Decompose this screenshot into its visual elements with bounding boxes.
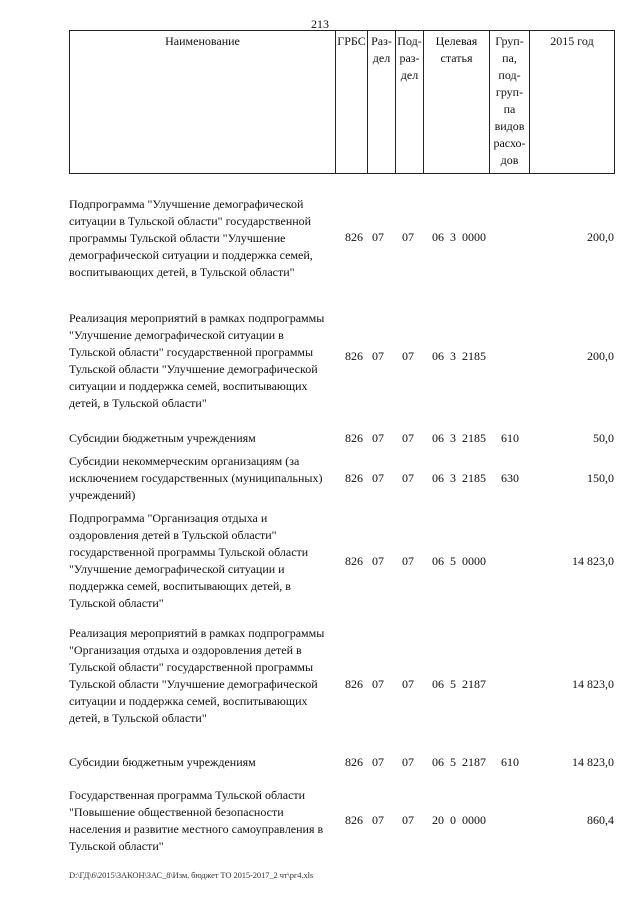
header-year: 2015 год	[529, 31, 614, 173]
row-target: 06 3 2185	[432, 471, 486, 485]
row-razdel: 07	[372, 230, 384, 244]
table-header	[69, 30, 615, 174]
row-amount: 14 823,0	[572, 755, 614, 769]
row-amount: 14 823,0	[572, 554, 614, 568]
row-name: Подпрограмма "Улучшение демографической ситуации в Тульской области" государственной программы Тульской области "Улучшение демографической ситуации и поддержка семей, воспитывающих детей, в Тульской области"	[69, 197, 313, 279]
row-name: Субсидии бюджетным учреждениям	[69, 431, 256, 445]
row-podrazdel: 07	[402, 431, 414, 445]
row-podrazdel: 07	[402, 677, 414, 691]
row-podrazdel: 07	[402, 813, 414, 827]
header-grbs: ГРБС	[335, 31, 367, 173]
row-group: 630	[501, 471, 519, 485]
header-razdel: Раз- дел	[367, 31, 395, 173]
row-podrazdel: 07	[402, 230, 414, 244]
row-target: 20 0 0000	[432, 813, 486, 827]
row-podrazdel: 07	[402, 349, 414, 363]
row-grbs: 826	[345, 230, 363, 244]
row-group: 610	[501, 755, 519, 769]
header-name: Наименование	[165, 34, 240, 48]
header-podrazdel: Под- раз- дел	[395, 31, 423, 173]
row-grbs: 826	[345, 554, 363, 568]
row-target: 06 5 0000	[432, 554, 486, 568]
header-target: Целевая статья	[423, 31, 489, 173]
row-razdel: 07	[372, 349, 384, 363]
file-path-footer: D:\ГД\6\2015\ЗАКОН\ЗАС_8\Изм. бюджет ТО 2015-2017_2 чт\рг4.xls	[69, 870, 314, 880]
row-grbs: 826	[345, 677, 363, 691]
row-target: 06 3 2185	[432, 431, 486, 445]
row-podrazdel: 07	[402, 755, 414, 769]
row-amount: 14 823,0	[572, 677, 614, 691]
row-grbs: 826	[345, 755, 363, 769]
row-podrazdel: 07	[402, 471, 414, 485]
row-razdel: 07	[372, 755, 384, 769]
row-target: 06 3 2185	[432, 349, 486, 363]
row-amount: 200,0	[587, 349, 614, 363]
page-number: 213	[311, 17, 329, 31]
row-razdel: 07	[372, 813, 384, 827]
row-grbs: 826	[345, 813, 363, 827]
row-amount: 860,4	[587, 813, 614, 827]
row-group: 610	[501, 431, 519, 445]
row-target: 06 5 2187	[432, 755, 486, 769]
row-target: 06 3 0000	[432, 230, 486, 244]
row-razdel: 07	[372, 431, 384, 445]
row-razdel: 07	[372, 554, 384, 568]
row-grbs: 826	[345, 431, 363, 445]
row-name: Реализация мероприятий в рамках подпрограммы "Улучшение демографической ситуации в Тульской области" государственной программы Тульской области "Улучшение демографической ситуации и поддержка семей, воспитывающих детей, в Тульской области"	[69, 311, 325, 410]
row-podrazdel: 07	[402, 554, 414, 568]
row-amount: 200,0	[587, 230, 614, 244]
row-razdel: 07	[372, 471, 384, 485]
row-name: Подпрограмма "Организация отдыха и оздоровления детей в Тульской области" государственной программы Тульской области "Улучшение демографической ситуации и поддержка семей, воспитывающих детей, в Тульской области"	[69, 511, 309, 610]
row-razdel: 07	[372, 677, 384, 691]
row-grbs: 826	[345, 349, 363, 363]
row-grbs: 826	[345, 471, 363, 485]
row-name: Реализация мероприятий в рамках подпрограммы "Организация отдыха и оздоровления детей в Тульской области" государственной программы Тульской области "Улучшение демографической ситуации и поддержка семей, воспитывающих детей, в Тульской области"	[69, 626, 325, 725]
row-name: Государственная программа Тульской области "Повышение общественной безопасности населения и развитие местного самоуправления в Тульской области"	[69, 788, 324, 853]
header-group: Груп- па, под- груп- па видов расхо- дов	[489, 31, 529, 173]
row-name: Субсидии бюджетным учреждениям	[69, 755, 256, 769]
row-amount: 50,0	[593, 431, 614, 445]
row-amount: 150,0	[587, 471, 614, 485]
row-name: Субсидии некоммерческим организациям (за исключением государственных (муниципальных) учреждений)	[69, 454, 323, 502]
row-target: 06 5 2187	[432, 677, 486, 691]
